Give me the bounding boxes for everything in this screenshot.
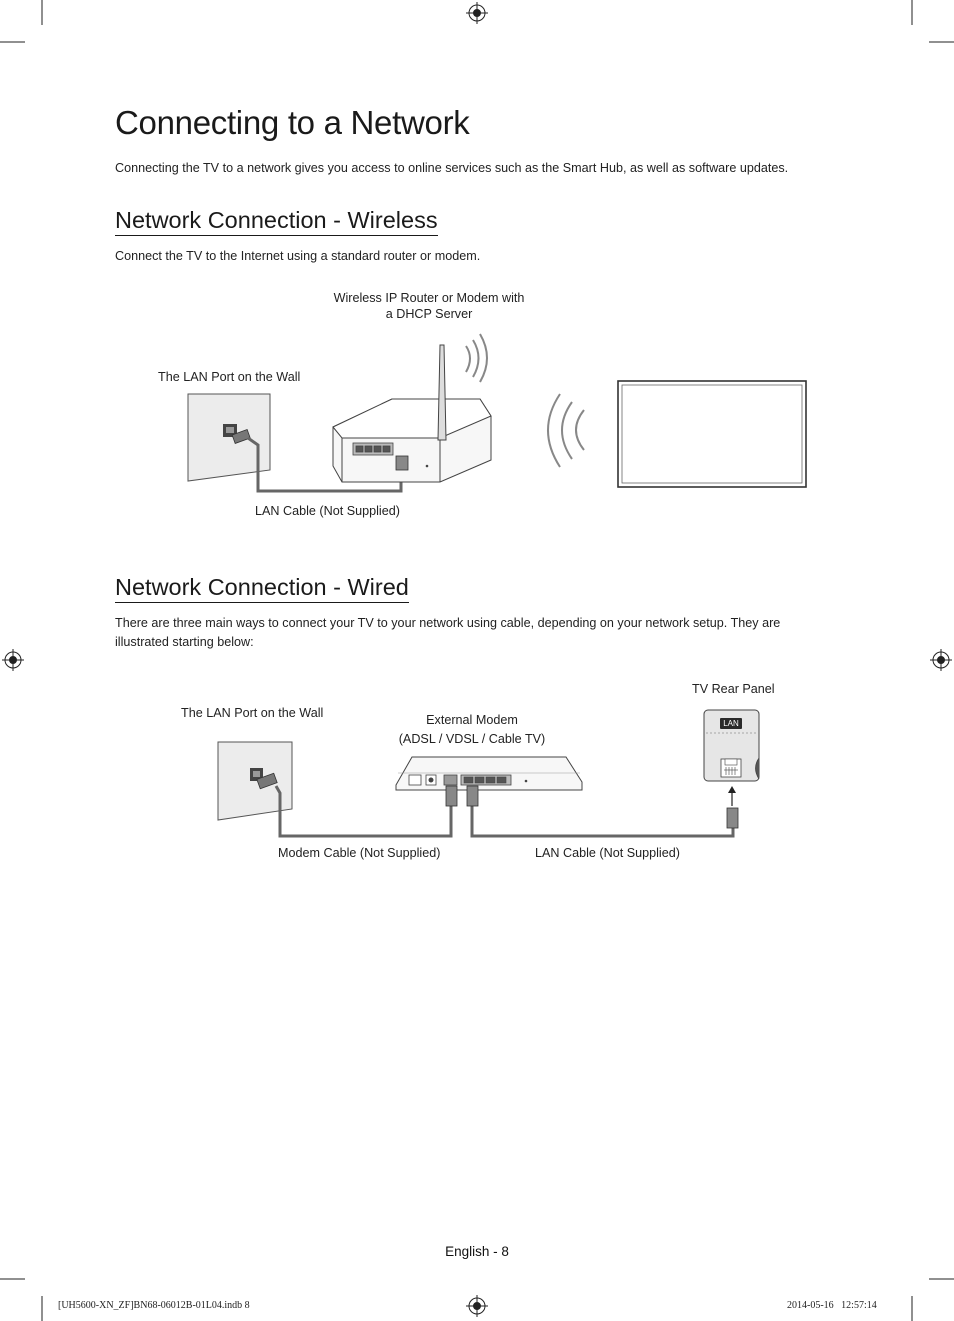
wired-heading: Network Connection - Wired	[115, 574, 409, 603]
modem-cable	[276, 786, 451, 836]
intro-text: Connecting the TV to a network gives you access to online services such as the Smart Hub, as well as software updates.	[115, 161, 789, 175]
modem-caption: External Modem (ADSL / VDSL / Cable TV)	[398, 713, 546, 746]
wired-lan-cable-caption: LAN Cable (Not Supplied)	[535, 846, 680, 860]
external-modem-icon	[396, 757, 582, 806]
lan-cable-caption: LAN Cable (Not Supplied)	[255, 504, 400, 518]
tv-rear-caption: TV Rear Panel	[692, 682, 775, 696]
slug-file-name: [UH5600-XN_ZF]BN68-06012B-01L04.indb 8	[58, 1300, 250, 1311]
lan-plug-icon	[727, 786, 738, 828]
router-caption: Wireless IP Router or Modem with a DHCP Server	[333, 291, 525, 321]
page-title: Connecting to a Network	[115, 104, 470, 141]
wired-text: There are three main ways to connect your TV to your network using cable, depending on your network setup. They are illustrated starting below:	[115, 616, 781, 649]
lan-cable	[472, 806, 733, 836]
page-number: English - 8	[445, 1244, 509, 1259]
wired-wall-port-caption: The LAN Port on the Wall	[181, 706, 324, 720]
lan-port-label: LAN	[720, 718, 742, 729]
wall-port-caption: The LAN Port on the Wall	[158, 370, 301, 384]
modem-cable-caption: Modem Cable (Not Supplied)	[278, 846, 441, 860]
wireless-heading: Network Connection - Wireless	[115, 207, 438, 236]
slug-timestamp: 2014-05-16 12:57:14	[787, 1300, 877, 1311]
wireless-text: Connect the TV to the Internet using a standard router or modem.	[115, 249, 481, 263]
